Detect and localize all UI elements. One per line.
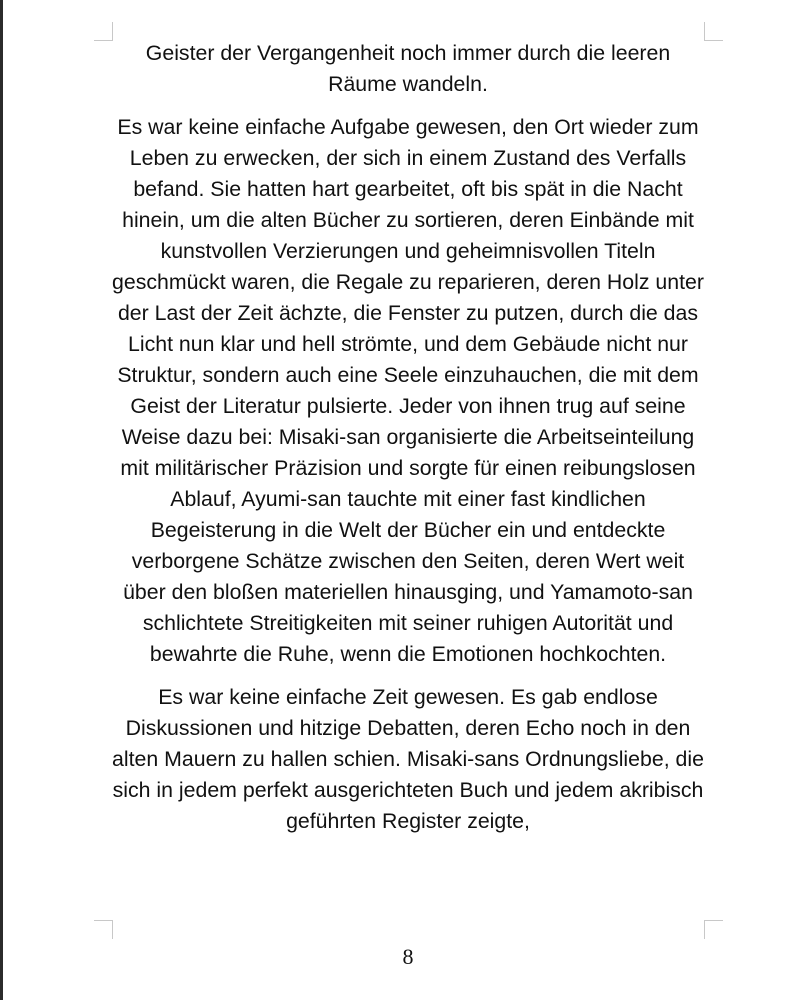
window-left-edge [0, 0, 3, 1000]
paragraph-1: Geister der Vergangenheit noch immer durch die leeren Räume wandeln. [145, 41, 671, 96]
margin-corner-bottom-right [704, 920, 723, 939]
page-number: 8 [402, 944, 414, 969]
paragraph-3: Es war keine einfache Zeit gewesen. Es gab endlose Diskussionen und hitzige Debatten, deren Echo noch in den alten Mauern zu hallen schien. Misaki-sans Ordnungsliebe, die sich in jedem perfekt ausgerichteten Buch und jedem akribisch geführten Register zeigte, [112, 685, 704, 833]
margin-corner-top-right [704, 22, 723, 41]
margin-corner-bottom-left [94, 920, 113, 939]
body-text [110, 38, 706, 849]
paragraph-2: Es war keine einfache Aufgabe gewesen, den Ort wieder zum Leben zu erwecken, der sich in einem Zustand des Verfalls befand. Sie hatten hart gearbeitet, oft bis spät in die Nacht hinein, um die alten Bücher zu sortieren, deren Einbände mit kunstvollen Verzierungen und geheimnisvollen Titeln geschmückt waren, die Regale zu reparieren, deren Holz unter der Last der Zeit ächzte, die Fenster zu putzen, durch die das Licht nun klar und hell strömte, und dem Gebäude nicht nur Struktur, sondern auch eine Seele einzuhauchen, die mit dem Geist der Literatur pulsierte. Jeder von ihnen trug auf seine Weise dazu bei: Misaki-san organisierte die Arbeitseinteilung mit militärischer Präzision und sorgte für einen reibungslosen Ablauf, Ayumi-san tauchte mit einer fast kindlichen Begeisterung in die Welt der Bücher ein und entdeckte verborgene Schätze zwischen den Seiten, deren Wert weit über den bloßen materiellen hinausging, und Yamamoto-san schlichtete Streitigkeiten mit seiner ruhigen Autorität und bewahrte die Ruhe, wenn die Emotionen hochkochten. [112, 115, 704, 666]
